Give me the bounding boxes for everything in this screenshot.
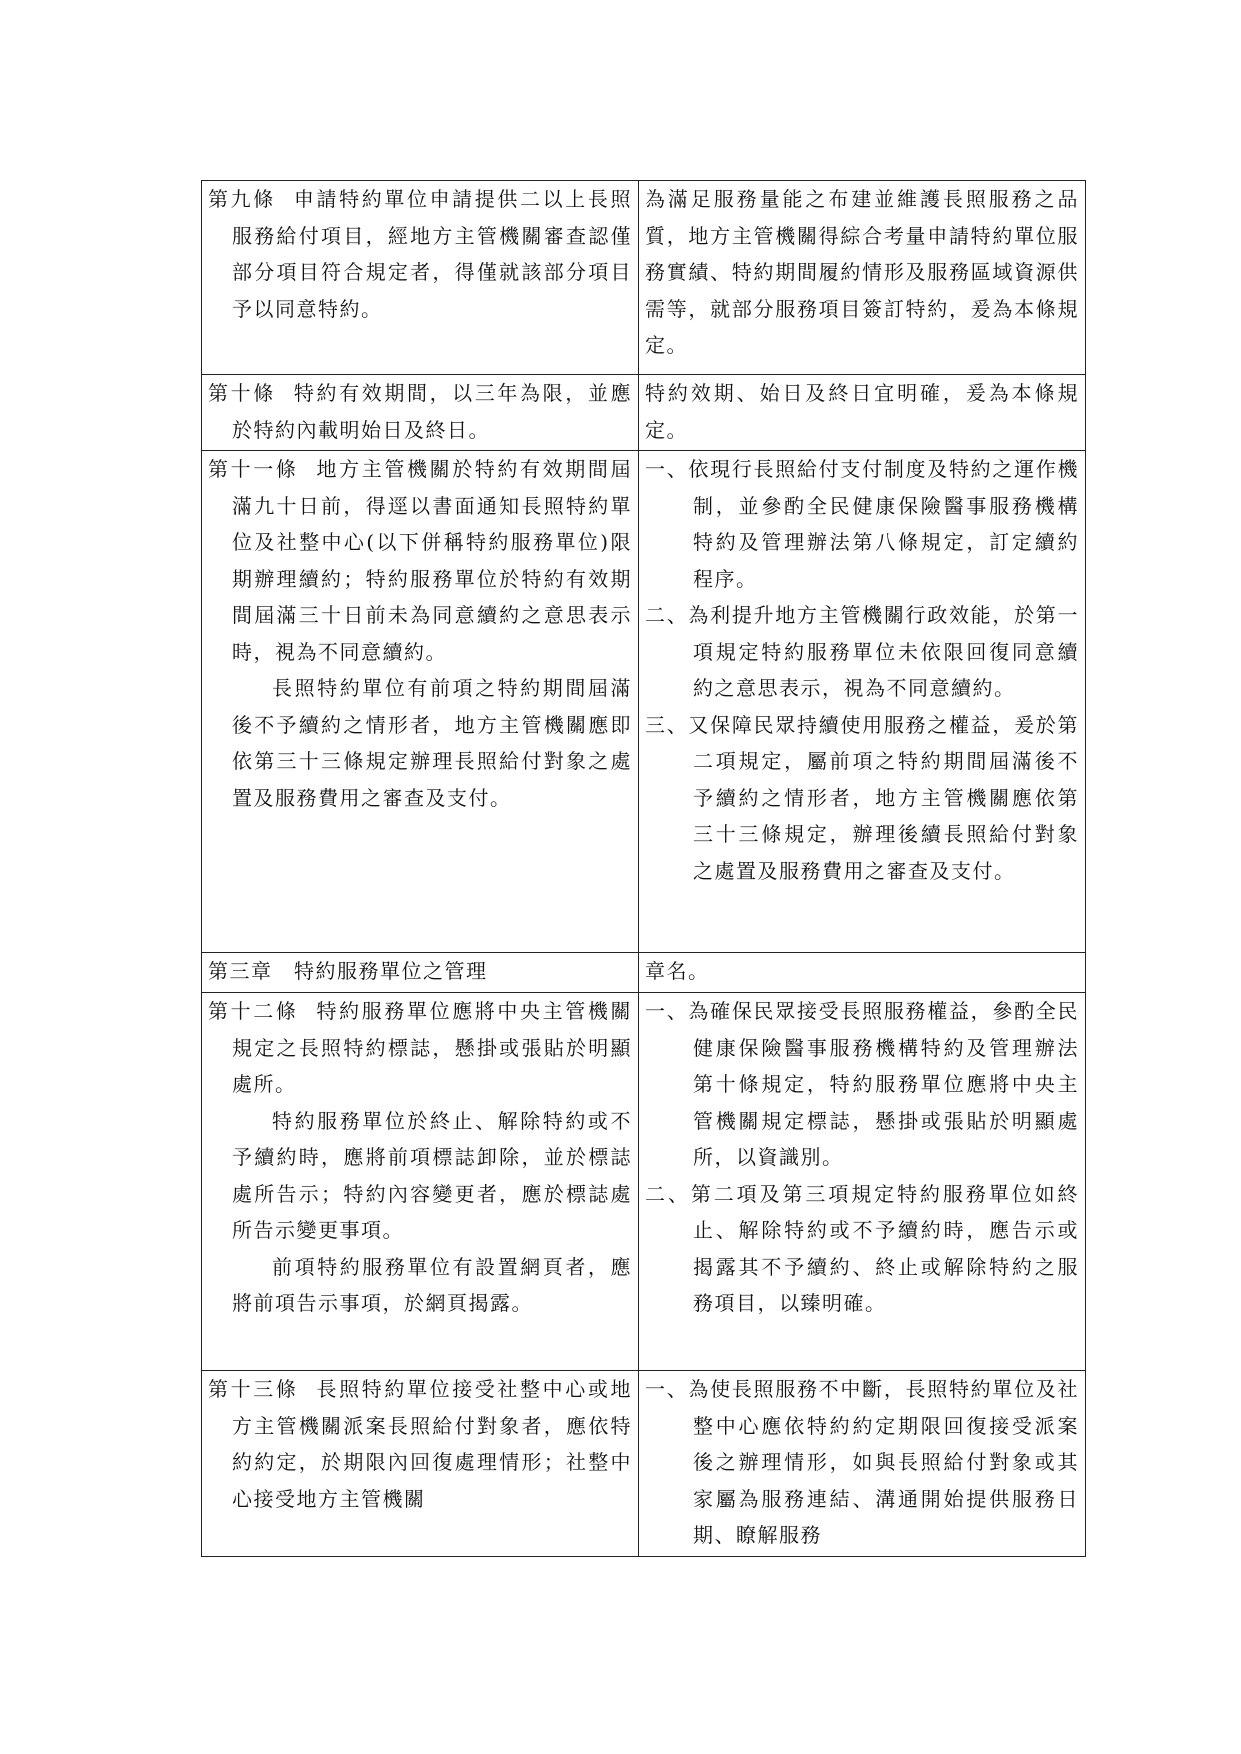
explanation-cell — [639, 953, 1086, 993]
article-heading: 第十二條 — [208, 999, 299, 1023]
table-row — [202, 375, 1086, 451]
article-cell — [202, 181, 639, 375]
article-heading: 第十三條 — [208, 1377, 299, 1401]
explanation-item: 二、第二項及第三項規定特約服務單位如終止、解除特約或不予續約時，應告示或揭露其不予續約、終止或解除特約之服務項目，以臻明確。 — [645, 1181, 1079, 1315]
article-cell — [202, 1371, 639, 1557]
table-row — [202, 993, 1086, 1371]
article-text: 特約有效期間，以三年為限，並應於特約內載明始日及終日。 — [232, 381, 633, 442]
article-cell — [202, 375, 639, 451]
article-heading: 第九條 — [208, 187, 276, 211]
table-row — [202, 451, 1086, 953]
article-heading: 第十一條 — [208, 457, 299, 481]
article-paragraph: 前項特約服務單位有設置網頁者，應將前項告示事項，於網頁揭露。 — [232, 1254, 632, 1315]
explanation-cell — [639, 993, 1086, 1371]
chapter-cell — [202, 953, 639, 993]
chapter-title: 第三章 特約服務單位之管理 — [208, 959, 488, 983]
explanation-cell — [639, 375, 1086, 451]
regulation-comparison-table — [201, 180, 1086, 1557]
explanation-cell — [639, 1371, 1086, 1557]
article-9 — [208, 181, 632, 327]
explanation-item: 二、為利提升地方主管機關行政效能，於第一項規定特約服務單位未依限回復同意續約之意思表示，視為不同意續約。 — [645, 603, 1079, 700]
article-12 — [208, 993, 632, 1103]
explanation-item: 一、依現行長照給付支付制度及特約之運作機制，並參酌全民健康保險醫事服務機構特約及管理辦法第八條規定，訂定續約程序。 — [645, 457, 1079, 591]
article-text: 長照特約單位接受社整中心或地方主管機關派案長照給付對象者，應依特約約定，於期限內回復處理情形；社整中心接受地方主管機關 — [232, 1377, 633, 1511]
article-13 — [208, 1371, 632, 1517]
article-heading: 第十條 — [208, 381, 276, 405]
article-text: 申請特約單位申請提供二以上長照服務給付項目，經地方主管機關審查認僅部分項目符合規定者，得僅就該部分項目予以同意特約。 — [232, 187, 633, 321]
explanation-item: 一、為確保民眾接受長照服務權益，參酌全民健康保險醫事服務機構特約及管理辦法第十條規定，特約服務單位應將中央主管機關規定標誌，懸掛或張貼於明顯處所，以資識別。 — [645, 999, 1079, 1169]
explanation-text: 特約效期、始日及終日宜明確，爰為本條規定。 — [645, 381, 1079, 442]
article-10 — [208, 375, 632, 448]
explanation-cell — [639, 181, 1086, 375]
article-paragraph: 特約服務單位於終止、解除特約或不予續約時，應將前項標誌卸除，並於標誌處所告示；特約內容變更者，應於標誌處所告示變更事項。 — [232, 1108, 632, 1242]
explanation-item: 一、為使長照服務不中斷，長照特約單位及社整中心應依特約約定期限回復接受派案後之辦理情形，如與長照給付對象或其家屬為服務連結、溝通開始提供服務日期、瞭解服務 — [645, 1377, 1079, 1547]
explanation-cell — [639, 451, 1086, 953]
table-row — [202, 1371, 1086, 1557]
table-row — [202, 181, 1086, 375]
article-cell — [202, 451, 639, 953]
explanation-item: 三、又保障民眾持續使用服務之權益，爰於第二項規定，屬前項之特約期間屆滿後不予續約之情形者，地方主管機關應依第三十三條規定，辦理後續長照給付對象之處置及服務費用之審查及支付。 — [645, 712, 1079, 883]
table-row — [202, 953, 1086, 993]
article-text: 特約服務單位應將中央主管機關規定之長照特約標誌，懸掛或張貼於明顯處所。 — [232, 999, 633, 1096]
article-paragraph: 長照特約單位有前項之特約期間屆滿後不予續約之情形者，地方主管機關應即依第三十三條規定辦理長照給付對象之處置及服務費用之審查及支付。 — [232, 676, 632, 810]
explanation-text: 為滿足服務量能之布建並維護長照服務之品質，地方主管機關得綜合考量申請特約單位服務實績、特約期間履約情形及服務區域資源供需等，就部分服務項目簽訂特約，爰為本條規定。 — [645, 187, 1079, 357]
explanation-text: 章名。 — [645, 959, 710, 983]
article-cell — [202, 993, 639, 1371]
article-11 — [208, 451, 632, 670]
article-text: 地方主管機關於特約有效期間屆滿九十日前，得逕以書面通知長照特約單位及社整中心(以下併稱特約服務單位)限期辦理續約；特約服務單位於特約有效期間屆滿三十日前未為同意續約之意思表示時，視為不同意續約。 — [232, 457, 633, 664]
